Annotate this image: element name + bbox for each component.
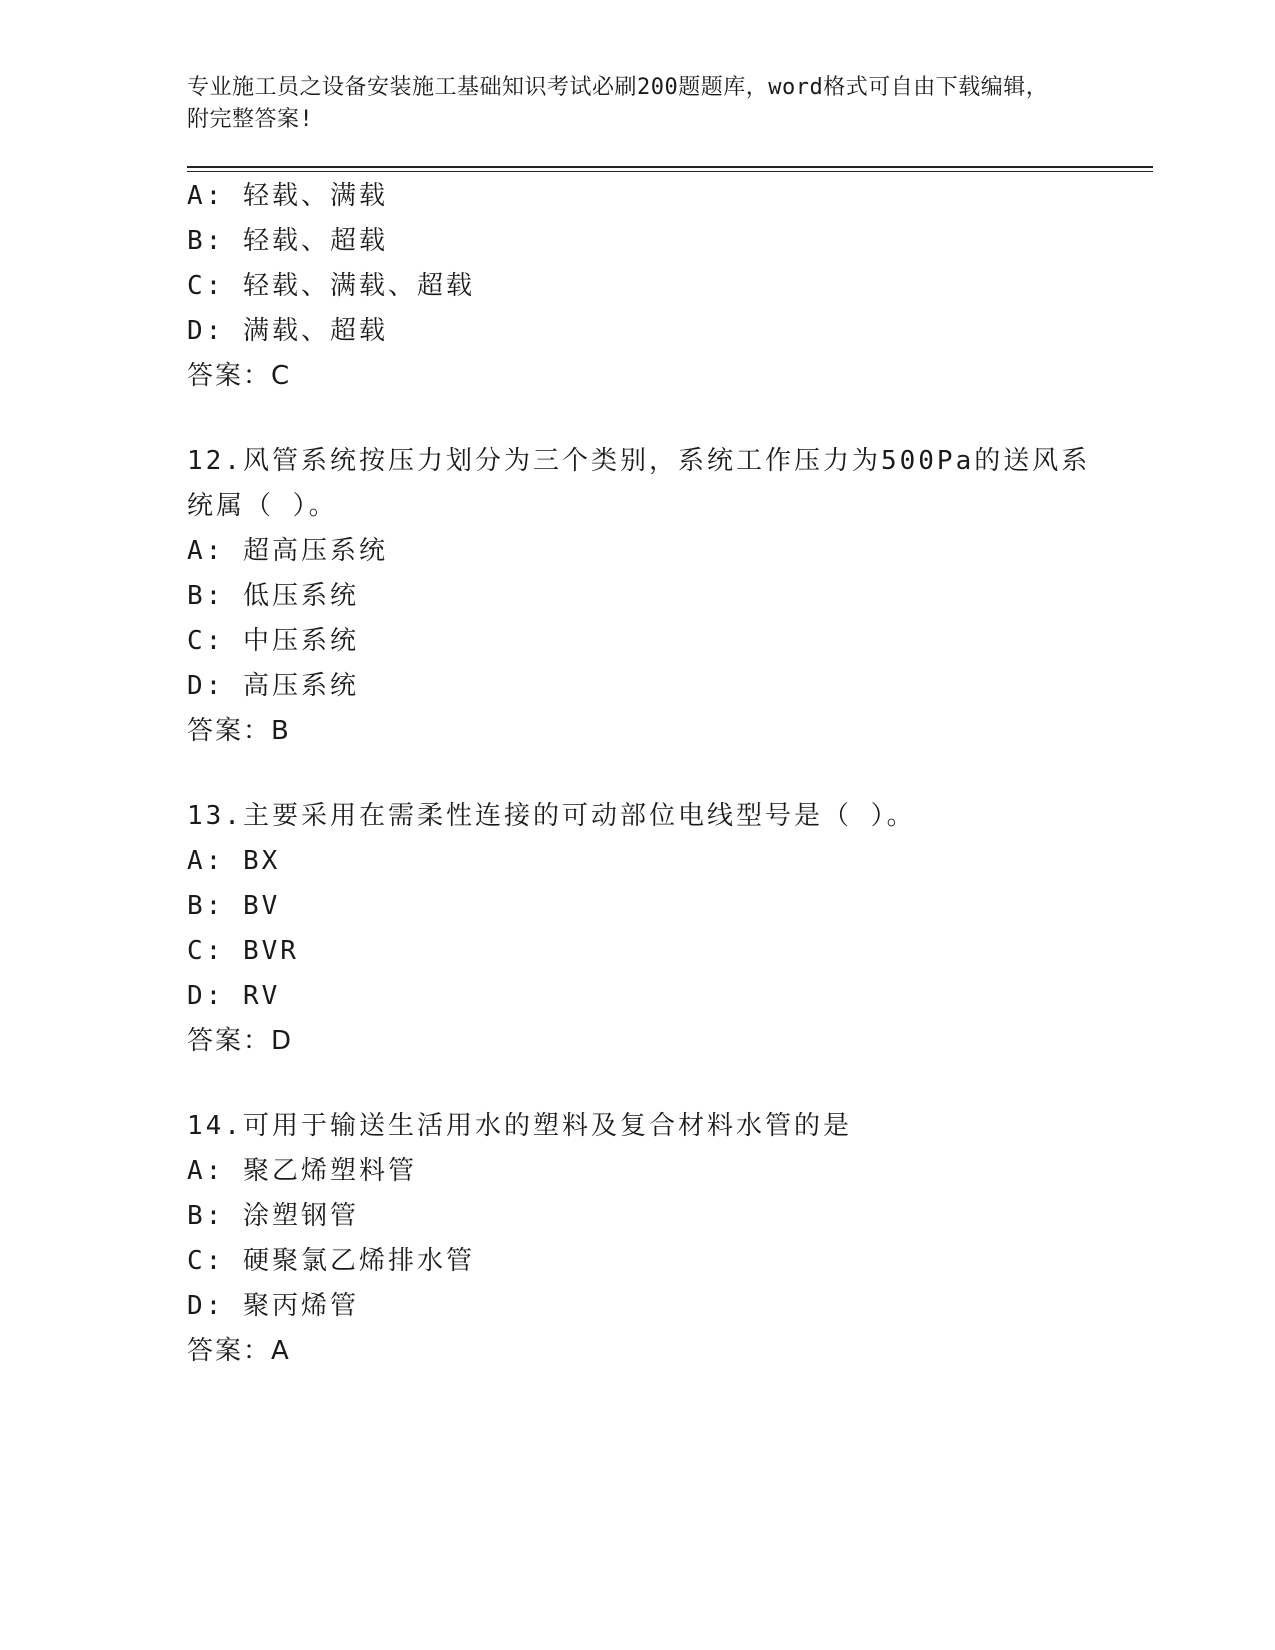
option-b: B: BV — [187, 891, 281, 921]
option-a: A: 超高压系统 — [187, 536, 388, 566]
option-d: D: 满载、超载 — [187, 316, 388, 346]
question-stem-line: 12.风管系统按压力划分为三个类别，系统工作压力为500Pa的送风系 — [187, 446, 1091, 476]
option-c: C: BVR — [187, 936, 299, 966]
answer-line: 答案：B — [187, 716, 291, 746]
option-b: B: 低压系统 — [187, 581, 359, 611]
option-a: A: BX — [187, 846, 281, 876]
question-14 — [187, 1104, 1147, 1374]
option-d: D: 聚丙烯管 — [187, 1291, 359, 1321]
answer-line: 答案：A — [187, 1336, 291, 1366]
question-12 — [187, 439, 1147, 754]
option-a: A: 聚乙烯塑料管 — [187, 1156, 417, 1186]
option-c: C: 中压系统 — [187, 626, 359, 656]
option-c: C: 轻载、满载、超载 — [187, 271, 475, 301]
document-page — [187, 72, 1147, 1374]
header-divider — [187, 166, 1153, 172]
question-stem-line: 13.主要采用在需柔性连接的可动部位电线型号是（ ）。 — [187, 801, 916, 831]
question-stem-line: 14.可用于输送生活用水的塑料及复合材料水管的是 — [187, 1111, 852, 1141]
question-13 — [187, 794, 1147, 1064]
question-stem-line: 统属（ ）。 — [187, 491, 338, 521]
question-11-continued — [187, 174, 1147, 399]
option-d: D: 高压系统 — [187, 671, 359, 701]
option-a: A: 轻载、满载 — [187, 181, 388, 211]
answer-line: 答案：C — [187, 361, 292, 391]
option-d: D: RV — [187, 981, 281, 1011]
option-b: B: 涂塑钢管 — [187, 1201, 359, 1231]
page-header-title: 专业施工员之设备安装施工基础知识考试必刷200题题库，word格式可自由下载编辑，附完整答案! — [187, 75, 1049, 132]
answer-line: 答案：D — [187, 1026, 294, 1056]
option-b: B: 轻载、超载 — [187, 226, 388, 256]
option-c: C: 硬聚氯乙烯排水管 — [187, 1246, 475, 1276]
